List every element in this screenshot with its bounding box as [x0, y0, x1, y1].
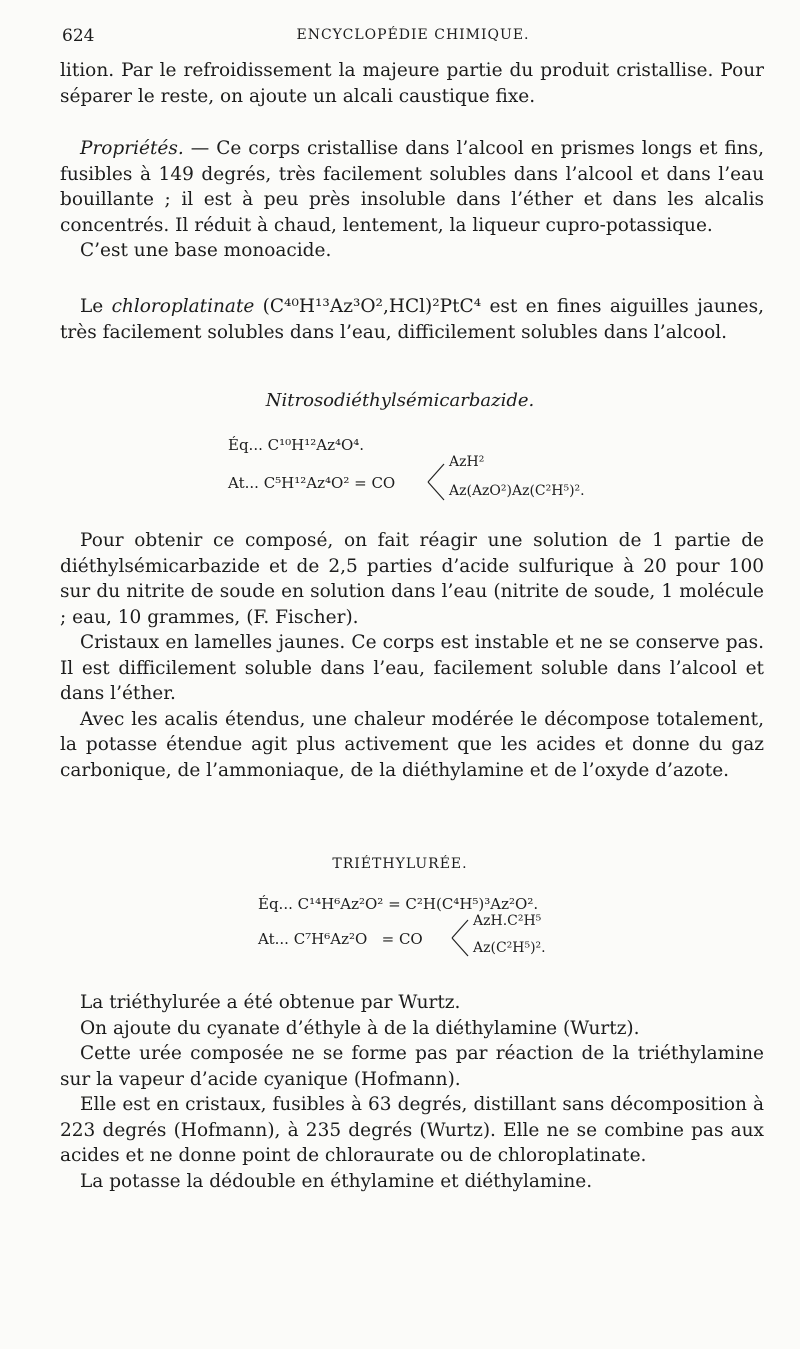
- bond-bracket: [428, 460, 448, 504]
- paragraph-start: Le: [80, 296, 112, 317]
- section-title: TRIÉTHYLURÉE.: [332, 856, 468, 872]
- paragraph: lition. Par le refroidissement la majeure partie du produit cristallise. Pour séparer le reste, on ajoute un alcali caustique fixe.: [60, 60, 764, 107]
- running-title: ENCYCLOPÉDIE CHIMIQUE.: [296, 27, 530, 43]
- formula-label: Éq...: [258, 895, 293, 913]
- bond-bracket: [452, 916, 472, 960]
- section-chloroplatinate: [60, 294, 764, 345]
- paragraph: Pour obtenir ce composé, on fait réagir une solution de 1 partie de diéthylsémicarbazide et de 2,5 parties d’acide sulfurique à 20 pour 100 sur du nitrite de soude en solution dans l’eau (nitrite de soude, 1 molécule ; eau, 10 grammes, (F. Fischer).: [60, 530, 764, 628]
- section-title: Nitrosodiéthylsémicarbazide.: [265, 390, 535, 411]
- equivalent-formula: [258, 895, 538, 913]
- formula-text: C⁷H⁶Az²O = CO: [293, 930, 423, 948]
- paragraph: On ajoute du cyanate d’éthyle à de la diéthylamine (Wurtz).: [80, 1017, 640, 1039]
- paragraph: Elle est en cristaux, fusibles à 63 degrés, distillant sans décomposition à 223 degrés (Hofmann), à 235 degrés (Wurtz). Elle ne se combine pas aux acides et ne donne point de chloraurate ou de chloroplatinate.: [60, 1094, 764, 1166]
- paragraph: [60, 136, 764, 238]
- paragraph: La potasse la dédouble en éthylamine et diéthylamine.: [80, 1170, 593, 1192]
- section-nitroso-text: [60, 528, 764, 783]
- atomic-formula: [228, 474, 395, 492]
- formula-text: C⁵H¹²Az⁴O² = CO: [263, 474, 396, 492]
- paragraph: [60, 294, 764, 345]
- formula-label: Éq...: [228, 436, 263, 454]
- section-triethylurea-text: [60, 990, 764, 1194]
- section-properties: [60, 58, 764, 109]
- formula-label: At...: [228, 474, 259, 492]
- section-properties-text: [60, 136, 764, 264]
- paragraph-text: (C⁴⁰H¹³Az³O²,HCl)²PtC⁴ est en fines aiguilles jaunes, très facilement solubles dans l’eau, difficilement solubles dans l’alcool.: [60, 296, 764, 343]
- properties-label: Propriétés.: [80, 138, 184, 159]
- paragraph: Avec les acalis étendus, une chaleur modérée le décompose totalement, la potasse étendue agit plus activement que les acides et donne du gaz carbonique, de l’ammoniaque, de la diéthylamine et de l’oxyde d’azote.: [60, 708, 764, 781]
- paragraph: La triéthylurée a été obtenue par Wurtz.: [80, 992, 461, 1013]
- formula-label: At...: [258, 930, 289, 948]
- equivalent-formula: [228, 436, 364, 454]
- paragraph-text: — Ce corps cristallise dans l’alcool en prismes longs et fins, fusibles à 149 degrés, très facilement solubles dans l’alcool et dans l’eau bouillante ; il est à peu près insoluble dans l’éther et dans les alcalis concentrés. Il réduit à chaud, lentement, la liqueur cupro-potassique.: [60, 138, 764, 236]
- chloroplatinate-label: chloroplatinate: [111, 296, 255, 317]
- paragraph: Cette urée composée ne se forme pas par réaction de la triéthylamine sur la vapeur d’acide cyanique (Hofmann).: [60, 1043, 764, 1090]
- page-header: [62, 26, 764, 48]
- branch-top: AzH²: [449, 454, 485, 470]
- formula-text: C¹⁰H¹²Az⁴O⁴.: [267, 436, 365, 454]
- page-number: 624: [62, 26, 95, 46]
- branch-bottom: Az(AzO²)Az(C²H⁵)².: [449, 483, 585, 499]
- paragraph: Cristaux en lamelles jaunes. Ce corps est instable et ne se conserve pas. Il est difficilement soluble dans l’eau, facilement soluble dans l’alcool et dans l’éther.: [60, 632, 764, 704]
- paragraph: C’est une base monoacide.: [80, 240, 332, 261]
- branch-bottom: Az(C²H⁵)².: [473, 940, 546, 956]
- formula-text: C¹⁴H⁶Az²O² = C²H(C⁴H⁵)³Az²O².: [297, 895, 539, 913]
- branch-top: AzH.C²H⁵: [473, 913, 542, 929]
- atomic-formula: [258, 930, 423, 948]
